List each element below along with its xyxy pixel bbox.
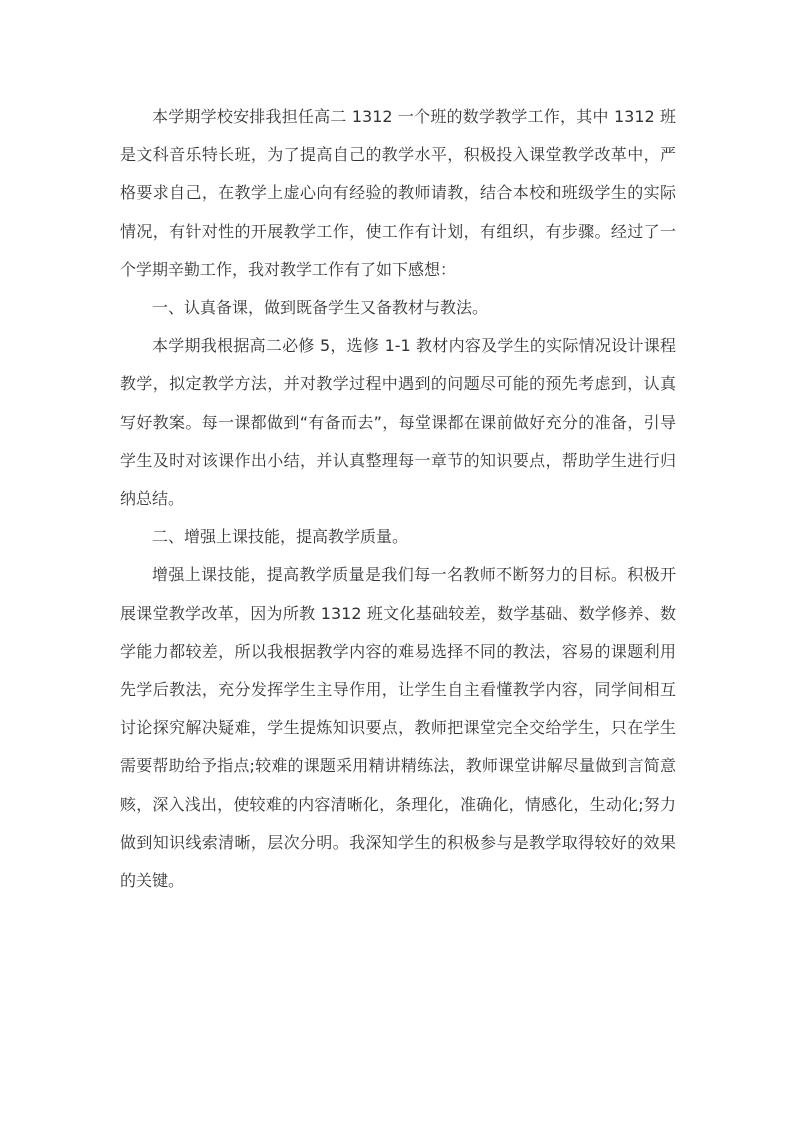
document-body [120, 98, 676, 900]
section-2-paragraph: 增强上课技能，提高教学质量是我们每一名教师不断努力的目标。积极开展课堂教学改革，因为所教 1312 班文化基础较差，数学基础、数学修养、数学能力都较差，所以我根据教学内容的难易选择不同的教法，容易的课题利用先学后教法，充分发挥学生主导作用，让学生自主看懂教学内容，同学间相互讨论探究解决疑难，学生提炼知识要点，教师把课堂完全交给学生，只在学生需要帮助给予指点;较难的课题采用精讲精练法，教师课堂讲解尽量做到言简意赅，深入浅出，使较难的内容清晰化，条理化，准确化，情感化，生动化;努力做到知识线索清晰，层次分明。我深知学生的积极参与是教学取得较好的效果的关键。 [120, 565, 676, 891]
section-heading-1: 一、认真备课，做到既备学生又备教材与教法。 [152, 298, 489, 318]
intro-paragraph: 本学期学校安排我担任高二 1312 一个班的数学教学工作，其中 1312 班是文科音乐特长班，为了提高自己的教学水平，积极投入课堂教学改革中，严格要求自己，在教学上虚心向有经验的教师请教，结合本校和班级学生的实际情况，有针对性的开展教学工作，使工作有计划，有组织，有步骤。经过了一个学期辛勤工作，我对教学工作有了如下感想： [120, 107, 676, 279]
section-heading-2: 二、增强上课技能，提高教学质量。 [152, 527, 409, 547]
section-1-paragraph: 本学期我根据高二必修 5，选修 1-1 教材内容及学生的实际情况设计课程教学，拟定教学方法，并对教学过程中遇到的问题尽可能的预先考虑到，认真写好教案。每一课都做到“有备而去”，每堂课都在课前做好充分的准备，引导学生及时对该课作出小结，并认真整理每一章节的知识要点，帮助学生进行归纳总结。 [120, 336, 676, 509]
